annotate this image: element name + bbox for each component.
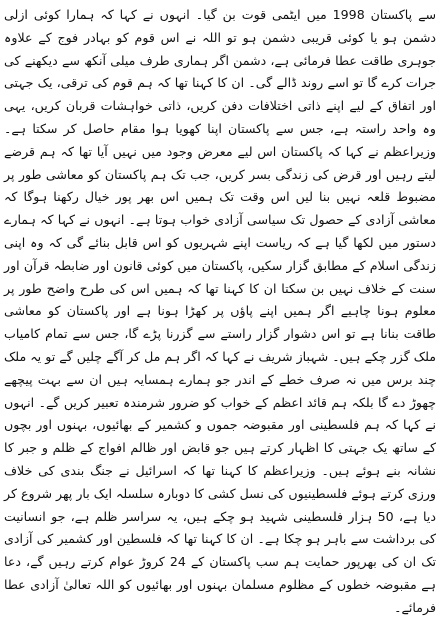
article-body: سے پاکستان 1998 میں ایٹمی قوت بن گیا۔ انہوں نے کہا کہ ہمارا کوئی ازلی دشمن ہو یا کوئی قریبی دشمن ہو تو اللہ نے اس قوم کو بہادر فوج کے علاوہ جوہری طاقت عطا فرمائی ہے، دشمن اگر ہماری طرف میلی آنکھ سے دیکھنے کی جرات کرے گا تو اسے روند ڈالے گی۔ ان کا کہنا تھا کہ ہم قوم کی ترقی، یک جہتی اور اتفاق کے لیے اپنے ذاتی اختلافات دفن کریں، ذاتی خواہشات قربان کریں، یہی وہ واحد راستہ ہے، جس سے پاکستان اپنا کھویا ہوا مقام حاصل کر سکتا ہے۔ وزیراعظم نے کہا کہ پاکستان اس لیے معرض وجود میں نہیں آیا تھا کہ ہم قرضے لیتے رہیں اور قرض کی زندگی بسر کریں، جب تک ہم پاکستان کو معاشی طور پر مضبوط قلعہ نہیں بنا لیں اس وقت تک ہمیں اس بھر پور خیال رکھنا ہوگا کہ معاشی آزادی کے حصول تک سیاسی آزادی خواب ہوتا ہے۔ انہوں نے کہا کہ ہمارے دستور میں لکھا گیا ہے کہ ریاست اپنے شہریوں کو اس قابل بنائے گی کہ وہ اپنی زندگی اسلام کے مطابق گزار سکیں، پاکستان میں کوئی قانون اور ضابطہ قرآن اور سنت کے خلاف نہیں بن سکتا ان کا کہنا تھا کہ ہمیں اس کی طرح واضح طور پر معلوم ہونا چاہیے اگر ہمیں اپنے پاؤں پر کھڑا ہونا ہے اور پاکستان کو معاشی طاقت بنانا ہے تو اس دشوار گزار راستے سے گزرنا پڑے گا، جس سے تمام کامیاب ملک گزر چکے ہیں۔ شہباز شریف نے کہا کہ اگر ہم مل کر آگے چلیں گے تو یہ ملک چند برس میں نہ صرف خطے کے اندر جو ہمارے ہمسایہ ہیں ان سے بہت پیچھے چھوڑ دے گا بلکہ ہم قائد اعظم کے خواب کو ضرور شرمندہ تعبیر کریں گے۔ انہوں نے کہا کہ ہم فلسطینی اور مقبوضہ جموں و کشمیر کے بھائیوں، بہنوں اور بچوں کے ساتھ یک جہتی کا اظہار کرتے ہیں جو قابض اور ظالم افواج کے ظلم و جبر کا نشانہ بنے ہوئے ہیں۔ وزیراعظم کا کہنا تھا کہ اسرائیل نے جنگ بندی کی خلاف ورزی کرتے ہوئے فلسطینیوں کی نسل کشی کا دوبارہ سلسلہ ایک بار پھر شروع کر دیا ہے، 50 ہزار فلسطینی شہید ہو چکے ہیں، یہ سراسر ظلم ہے، جو انسانیت کی برداشت سے باہر ہو چکا ہے۔ ان کا کہنا تھا کہ فلسطین اور کشمیر کی آزادی تک ان کی بھرپور حمایت ہم سب پاکستان کے 24 کروڑ عوام کرتے رہیں گے، دعا ہے مقبوضہ خطوں کے مظلوم مسلمان بہنوں اور بھائیوں کو اللہ تعالیٰ آزادی عطا فرمائے۔ xyxy=(4,7,437,615)
